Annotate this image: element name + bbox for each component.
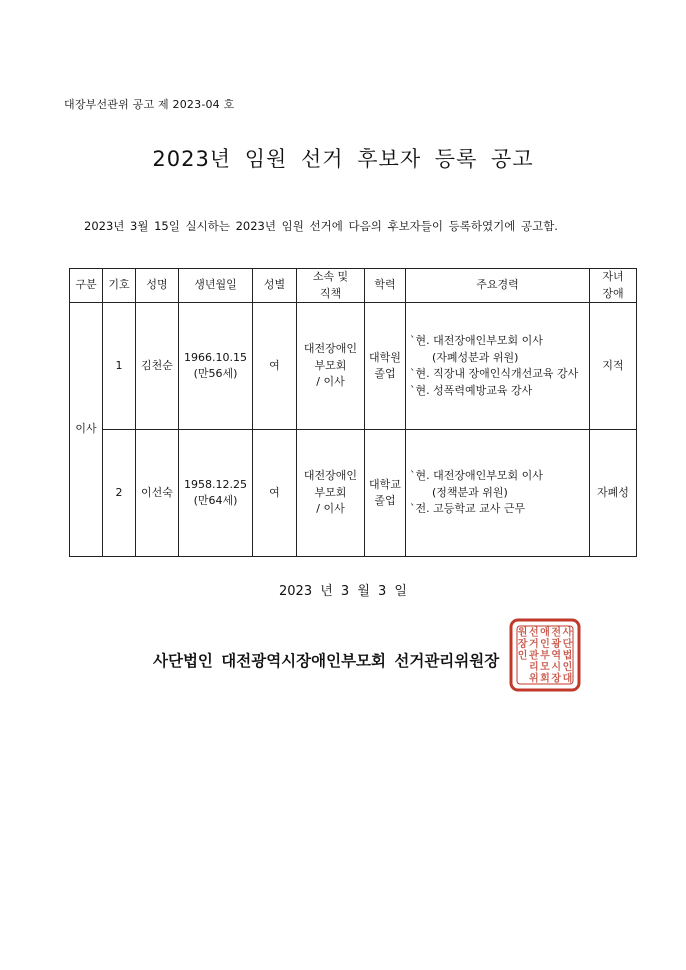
header-number: 기호 [103,269,136,303]
candidate-gender: 여 [253,303,297,430]
candidate-disability: 자폐성 [590,430,637,557]
seal-glyph: 광 [551,638,562,650]
affiliation-line: / 이사 [316,502,345,516]
seal-glyph: 장 [517,638,528,650]
header-disability [590,269,637,303]
birth-date: 1958.12.25 [184,477,247,491]
page-title: 2023년 임원 선거 후보자 등록 공고 [152,147,534,171]
career-line: `현. 대전장애인부모회 이사 [410,334,543,347]
career-line: (자폐성분과 위원) [432,350,519,364]
career-line: `전. 고등학교 교사 근무 [410,502,526,516]
seal-glyph: 전 [551,627,562,639]
seal-glyph: 단 [562,638,573,650]
candidate-number: 1 [103,303,136,430]
seal-glyph: 시 [551,662,562,674]
seal-glyph: 회 [540,673,550,685]
candidate-name: 이선숙 [136,430,179,557]
seal-glyph: 관 [528,650,539,662]
header-education: 학력 [365,269,406,303]
candidate-career [406,430,590,557]
seal-glyph: 원 [517,627,528,639]
seal-glyphs [518,625,573,684]
header-gender: 성별 [253,269,297,303]
announcement-intro: 2023년 3월 15일 실시하는 2023년 임원 선거에 다음의 후보자들이 등록하였기에 공고함. [84,219,558,233]
candidate-affiliation [297,303,365,430]
career-line: `현. 대전장애인부모회 이사 [410,469,543,483]
candidate-affiliation [297,430,365,557]
candidate-table [69,268,637,557]
seal-glyph: 역 [551,650,562,662]
seal-glyph: 인 [562,662,573,674]
candidate-birth [179,430,253,557]
header-disability-line-2: 장애 [602,286,624,300]
affiliation-line: 부모회 [314,358,347,372]
age: (만56세) [193,367,238,380]
affiliation-line: 부모회 [314,485,347,499]
header-disability-line-1: 자녀 [602,270,624,283]
candidate-disability: 지적 [590,303,637,430]
header-name: 성명 [136,269,179,303]
career-line: `현. 직장내 장애인식개선교육 강사 [410,367,579,380]
seal-glyph: 사 [562,627,573,639]
announcement-date: 2023 년 3 월 3 일 [279,584,407,599]
table-row [70,430,637,557]
candidate-career [406,303,590,430]
affiliation-line: 대전장애인 [303,469,358,483]
affiliation-line: 대전장애인 [303,342,358,356]
education-line: 졸업 [374,494,396,507]
table-header-row [70,269,637,303]
candidate-education [365,430,406,557]
seal-glyph: 부 [540,650,550,662]
seal-glyph: 인 [540,638,550,650]
seal-glyph: 인 [517,650,528,662]
education-line: 졸업 [374,367,396,380]
header-career: 주요경력 [406,269,590,303]
seal-glyph: 모 [540,662,550,674]
seal-glyph: 법 [562,650,573,662]
signatory: 사단법인 대전광역시장애인부모회 선거관리위원장 [153,652,500,670]
document-number: 대장부선관위 공고 제 2023-04 호 [64,98,235,111]
career-line: (정책분과 위원) [432,485,508,499]
header-birth-date: 생년월일 [179,269,253,303]
table-row [70,303,637,430]
seal-glyph: 대 [562,673,573,685]
birth-date: 1966.10.15 [184,350,247,364]
candidate-number: 2 [103,430,136,557]
age: (만64세) [193,494,238,507]
header-affiliation [297,269,365,303]
official-seal [508,617,582,693]
seal-glyph: 거 [528,638,539,650]
seal-glyph: 애 [540,627,550,639]
seal-glyph: 장 [551,673,562,685]
affiliation-line: / 이사 [316,375,345,389]
candidate-birth [179,303,253,430]
candidate-name: 김천순 [136,303,179,430]
education-line: 대학원 [369,350,401,364]
header-category: 구분 [70,269,103,303]
seal-glyph: 위 [528,673,539,685]
candidate-education [365,303,406,430]
seal-glyph: 선 [528,627,539,639]
career-line: `현. 성폭력예방교육 강사 [410,383,533,397]
candidate-gender: 여 [253,430,297,557]
category-cell: 이사 [70,303,103,557]
header-affiliation-line-2: 직책 [319,286,342,300]
header-affiliation-line-1: 소속 및 [312,270,349,283]
education-line: 대학교 [369,477,401,491]
seal-glyph: 리 [528,662,539,674]
